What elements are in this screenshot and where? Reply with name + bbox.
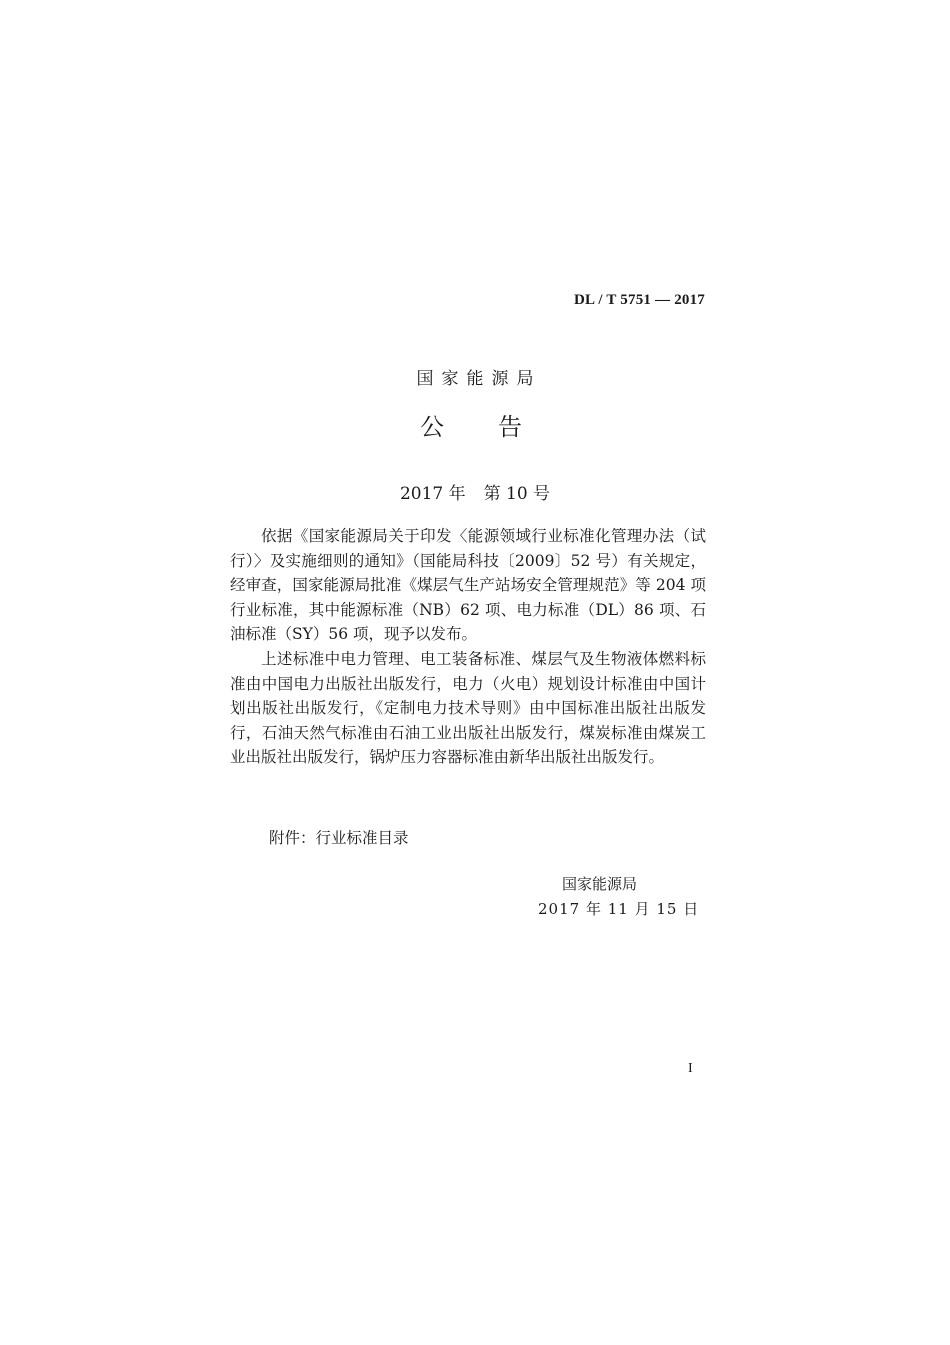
page-number: I xyxy=(688,1061,693,1076)
announcement-number xyxy=(0,479,950,504)
signature-organization: 国家能源局 xyxy=(562,875,638,893)
body-paragraph-2: 上述标准中电力管理、电工装备标准、煤层气及生物液体燃料标准由中国电力出版社出版发行，电力（火电）规划设计标准由中国计划出版社出版发行，《定制电力技术导则》由中国标准出版社出版发行，石油天然气标准由石油工业出版社出版发行，煤炭标准由煤炭工业出版社出版发行，锅炉压力容器标准由新华出版社出版发行。 xyxy=(230,649,706,767)
announcement-issue: 第 10 号 xyxy=(483,484,551,504)
announcement-year: 2017 年 xyxy=(399,484,466,504)
attachment-note: 附件：行业标准目录 xyxy=(269,829,409,847)
standard-code: DL / T 5751 — 2017 xyxy=(574,292,705,308)
announcement-title: 公告 xyxy=(420,413,576,441)
signature-date: 2017 年 11 月 15 日 xyxy=(538,900,700,918)
issuer-heading: 国家能源局 xyxy=(416,369,542,389)
body-paragraph-1: 依据《国家能源局关于印发〈能源领域行业标准化管理办法（试行）〉及实施细则的通知》（国能局科技〔2009〕52 号）有关规定，经审查，国家能源局批准《煤层气生产站场安全管理规范》等 204 项行业标准，其中能源标准（NB）62 项、电力标准（DL）86 项、石油标准（SY）56 项，现予以发布。 xyxy=(230,527,706,644)
announcement-body xyxy=(230,524,706,770)
